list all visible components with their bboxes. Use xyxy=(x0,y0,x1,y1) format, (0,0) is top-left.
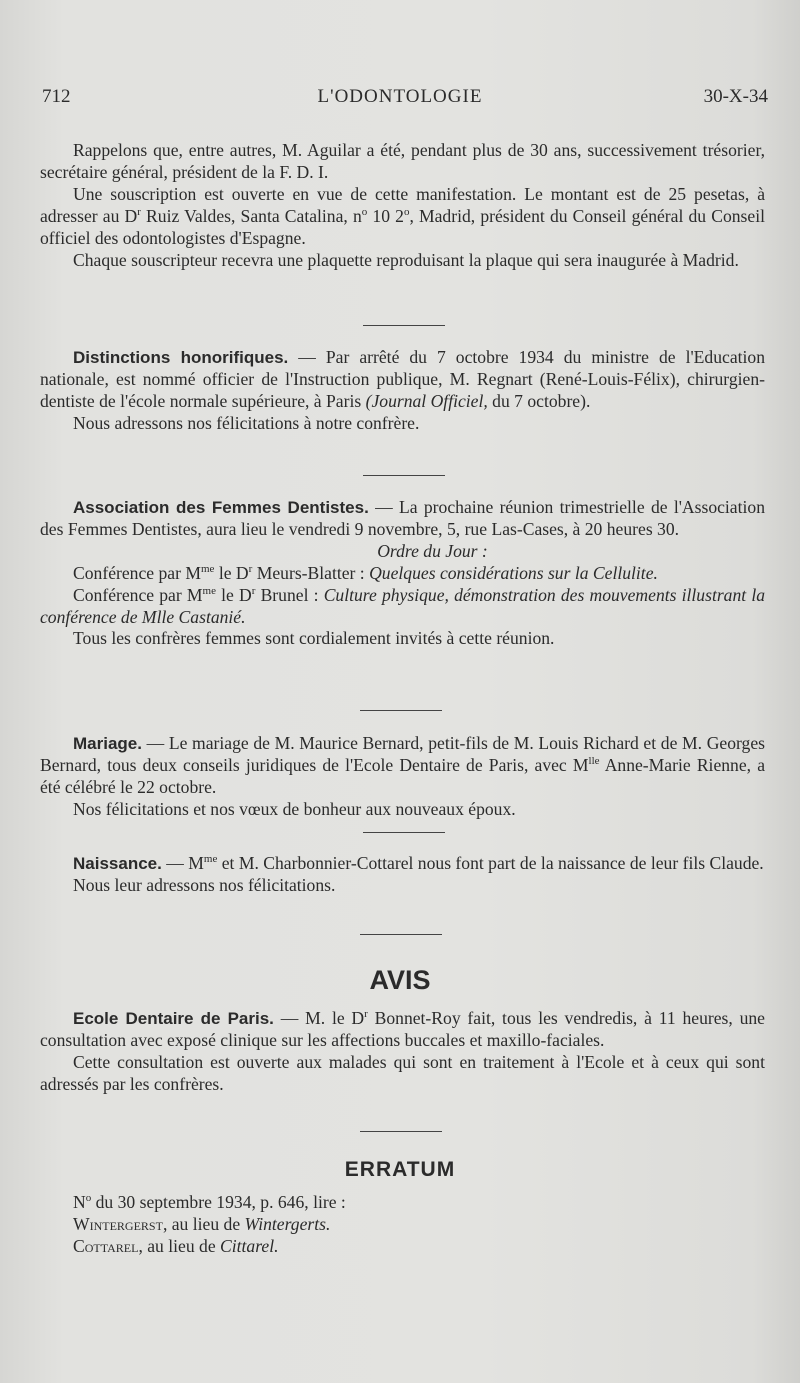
section-title: Association des Femmes Dentistes. xyxy=(73,498,369,517)
paragraph: Conférence par $M^{me}$ le $D^r$ Brunel : Culture physique, démonstration des mouvements illustrant la conférence de Mlle Castanié. xyxy=(40,584,766,627)
section-title: Naissance. xyxy=(73,854,162,873)
paragraph: Nous adressons nos félicitations à notre confrère. xyxy=(73,412,420,433)
section-divider xyxy=(363,832,445,833)
section-title: Distinctions honorifiques. xyxy=(73,348,289,367)
erratum-section xyxy=(40,1192,765,1258)
erratum-heading: ERRATUM xyxy=(344,1158,456,1181)
issue-date: 30-X-34 xyxy=(703,86,768,107)
naissance-section xyxy=(40,853,765,897)
association-section xyxy=(40,497,765,650)
intro-section xyxy=(40,140,765,271)
paragraph: Nous leur adressons nos félicitations. xyxy=(73,874,336,895)
section-title: Ecole Dentaire de Paris. xyxy=(73,1009,274,1028)
distinctions-section xyxy=(40,347,765,435)
avis-section xyxy=(40,1008,765,1096)
paragraph: Naissance. — $M^{me}$ et M. Charbonnier-Cottarel nous font part de la naissance de leur fils Claude. xyxy=(73,853,764,873)
agenda-heading: Ordre du Jour : xyxy=(377,540,488,561)
paragraph: Association des Femmes Dentistes. — La prochaine réunion trimestrielle de l'Association des Femmes Dentistes, aura lieu le vendredi 9 novembre, 5, rue Las-Cases, à 20 heures 30. xyxy=(40,497,765,539)
erratum-line: Cottarel, au lieu de Cittarel. xyxy=(73,1235,279,1256)
paragraph: Cette consultation est ouverte aux malades qui sont en traitement à l'Ecole et à ceux qui sont adressés par les confrères. xyxy=(40,1051,765,1094)
paragraph: Une souscription est ouverte en vue de cette manifestation. Le montant est de 25 pesetas, à adresser au $D^r$ Ruiz Valdes, Santa Catalina, $n^o$ 10 2$^o$, Madrid, président du Conseil général du Conseil officiel des odontologistes d'Espagne. xyxy=(40,183,765,248)
avis-heading: AVIS xyxy=(369,965,431,995)
paragraph: Nos félicitations et nos vœux de bonheur aux nouveaux époux. xyxy=(73,798,516,819)
erratum-line: Wintergerst, au lieu de Wintergerts. xyxy=(73,1213,331,1234)
paragraph: Mariage. — Le mariage de M. Maurice Bernard, petit-fils de M. Louis Richard et de M. Georges Bernard, tous deux conseils juridiques de l'Ecole Dentaire de Paris, avec $M^{lle}$ Anne-Marie Rienne, a été célébré le 22 octobre. xyxy=(40,733,765,797)
journal-title: L'ODONTOLOGIE xyxy=(317,86,483,107)
mariage-section xyxy=(40,733,765,821)
paragraph: Tous les confrères femmes sont cordialement invités à cette réunion. xyxy=(73,628,555,649)
section-divider xyxy=(363,325,445,326)
paragraph: Conférence par $M^{me}$ le $D^r$ Meurs-Blatter : Quelques considérations sur la Cellulite. xyxy=(73,562,658,583)
section-divider xyxy=(363,475,445,476)
paragraph: Chaque souscripteur recevra une plaquette reproduisant la plaque qui sera inaugurée à Madrid. xyxy=(73,249,739,270)
paragraph: Ecole Dentaire de Paris. — M. le $D^r$ Bonnet-Roy fait, tous les vendredis, à 11 heures, une consultation avec exposé clinique sur les affections buccales et maxillo-faciales. xyxy=(40,1008,765,1050)
running-header xyxy=(0,86,800,116)
section-divider xyxy=(360,710,442,711)
section-title: Mariage. xyxy=(73,734,142,753)
page-number: 712 xyxy=(42,86,71,107)
section-divider xyxy=(360,934,442,935)
paragraph: Rappelons que, entre autres, M. Aguilar a été, pendant plus de 30 ans, successivement trésorier, secrétaire général, président de la F. D. I. xyxy=(40,140,765,182)
erratum-line: $N^o$ du 30 septembre 1934, p. 646, lire : xyxy=(73,1192,346,1212)
paragraph: Distinctions honorifiques. — Par arrêté du 7 octobre 1934 du ministre de l'Education nationale, est nommé officier de l'Instruction publique, M. Regnart (René-Louis-Félix), chirurgien-dentiste de l'école normale supérieure, à Paris (Journal Officiel, du 7 octobre). xyxy=(40,347,765,411)
section-divider xyxy=(360,1131,442,1132)
